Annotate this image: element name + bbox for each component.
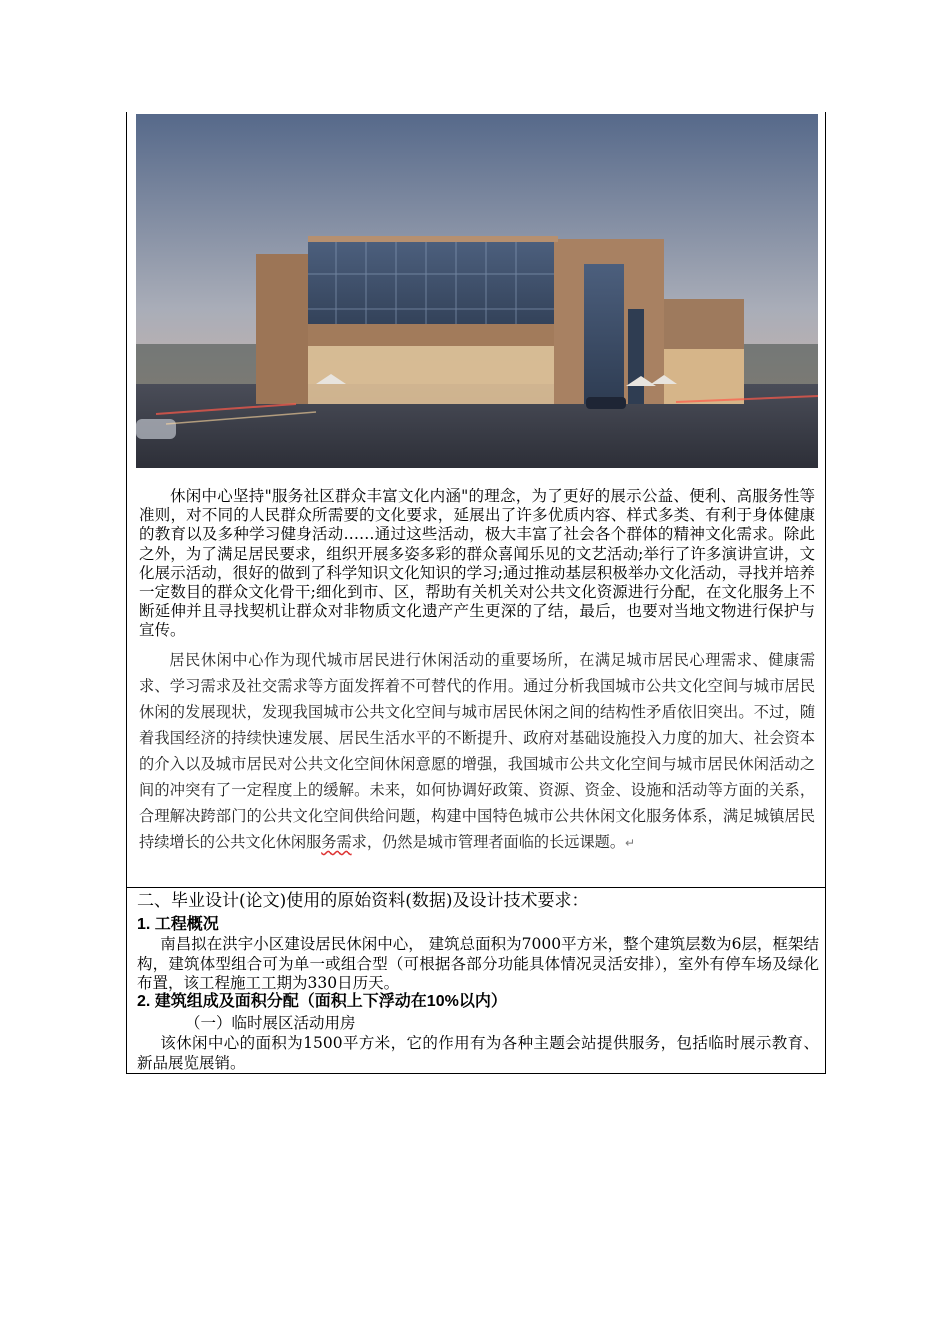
paragraph-return-icon: ↵ [625, 836, 636, 850]
spellcheck-underline-word: 务需 [321, 833, 352, 851]
analysis-text: 居民休闲中心作为现代城市居民进行休闲活动的重要场所，在满足城市居民心理需求、健康需求、学习需求及社交需求等方面发挥着不可替代的作用。通过分析我国城市公共文化空间与城市居民休闲的发展现状，发现我国城市公共文化空间与城市居民休闲之间的结构性矛盾依旧突出。不过，随着我国经济的持续快速发展、居民生活水平的不断提升、政府对基础设施投入力度的加大、社会资本的介入以及城市居民对公共文化空间休闲意愿的增强，我国城市公共文化空间与城市居民休闲活动之间的冲突有了一定程度上的缓解。未来，如何协调好政策、资源、资金、设施和活动等方面的关系，合理解决跨部门的公共文化空间供给问题，构建中国特色城市公共休闲文化服务体系，满足城镇居民持续增长的公共文化休闲服 [139, 651, 815, 851]
description-cell [126, 112, 826, 887]
form-table [126, 112, 826, 1074]
area-allocation-heading: 2. 建筑组成及面积分配（面积上下浮动在10%以内） [137, 993, 507, 1010]
exhibition-item-heading: （一）临时展区活动用房 [185, 1014, 356, 1032]
requirements-cell [126, 887, 826, 1074]
project-overview-text: 南昌拟在洪宇小区建设居民休闲中心， 建筑总面积为7000平方米，整个建筑层数为6层，框架结构，建筑体型组合可为单一或组合型（可根据各部分功能具体情况灵活安排），室外有停车场及绿化布置，该工程施工工期为330日历天。 [137, 935, 819, 992]
analysis-paragraph [139, 647, 815, 856]
project-overview-heading: 1. 工程概况 [137, 916, 219, 933]
exhibition-item-text: 该休闲中心的面积为1500平方米，它的作用有为各种主题会站提供服务，包括临时展示教育、新品展览展销。 [137, 1034, 819, 1072]
building-rendering [136, 114, 818, 468]
analysis-text-end: 求，仍然是城市管理者面临的长远课题。 [351, 833, 625, 851]
intro-paragraph: 休闲中心坚持"服务社区群众丰富文化内涵"的理念，为了更好的展示公益、便利、高服务性等准则，对不同的人民群众所需要的文化要求，延展出了许多优质内容、样式多类、有利于身体健康的教育以及多种学习健身活动……通过这些活动，极大丰富了社会各个群体的精神文化需求。除此之外，为了满足居民要求，组织开展多姿多彩的群众喜闻乐见的文艺活动;举行了许多演讲宣讲，文化展示活动，很好的做到了科学知识文化知识的学习;通过推动基层积极举办文化活动，寻找并培养一定数目的群众文化骨干;细化到市、区，帮助有关机关对公共文化资源进行分配，在文化服务上不断延伸并且寻找契机让群众对非物质文化遗产产生更深的了结，最后，也要对当地文物进行保护与宣传。 [139, 487, 815, 640]
section-heading: 二、毕业设计(论文)使用的原始资料(数据)及设计技术要求： [137, 891, 589, 911]
building-rendering-image [136, 114, 818, 468]
